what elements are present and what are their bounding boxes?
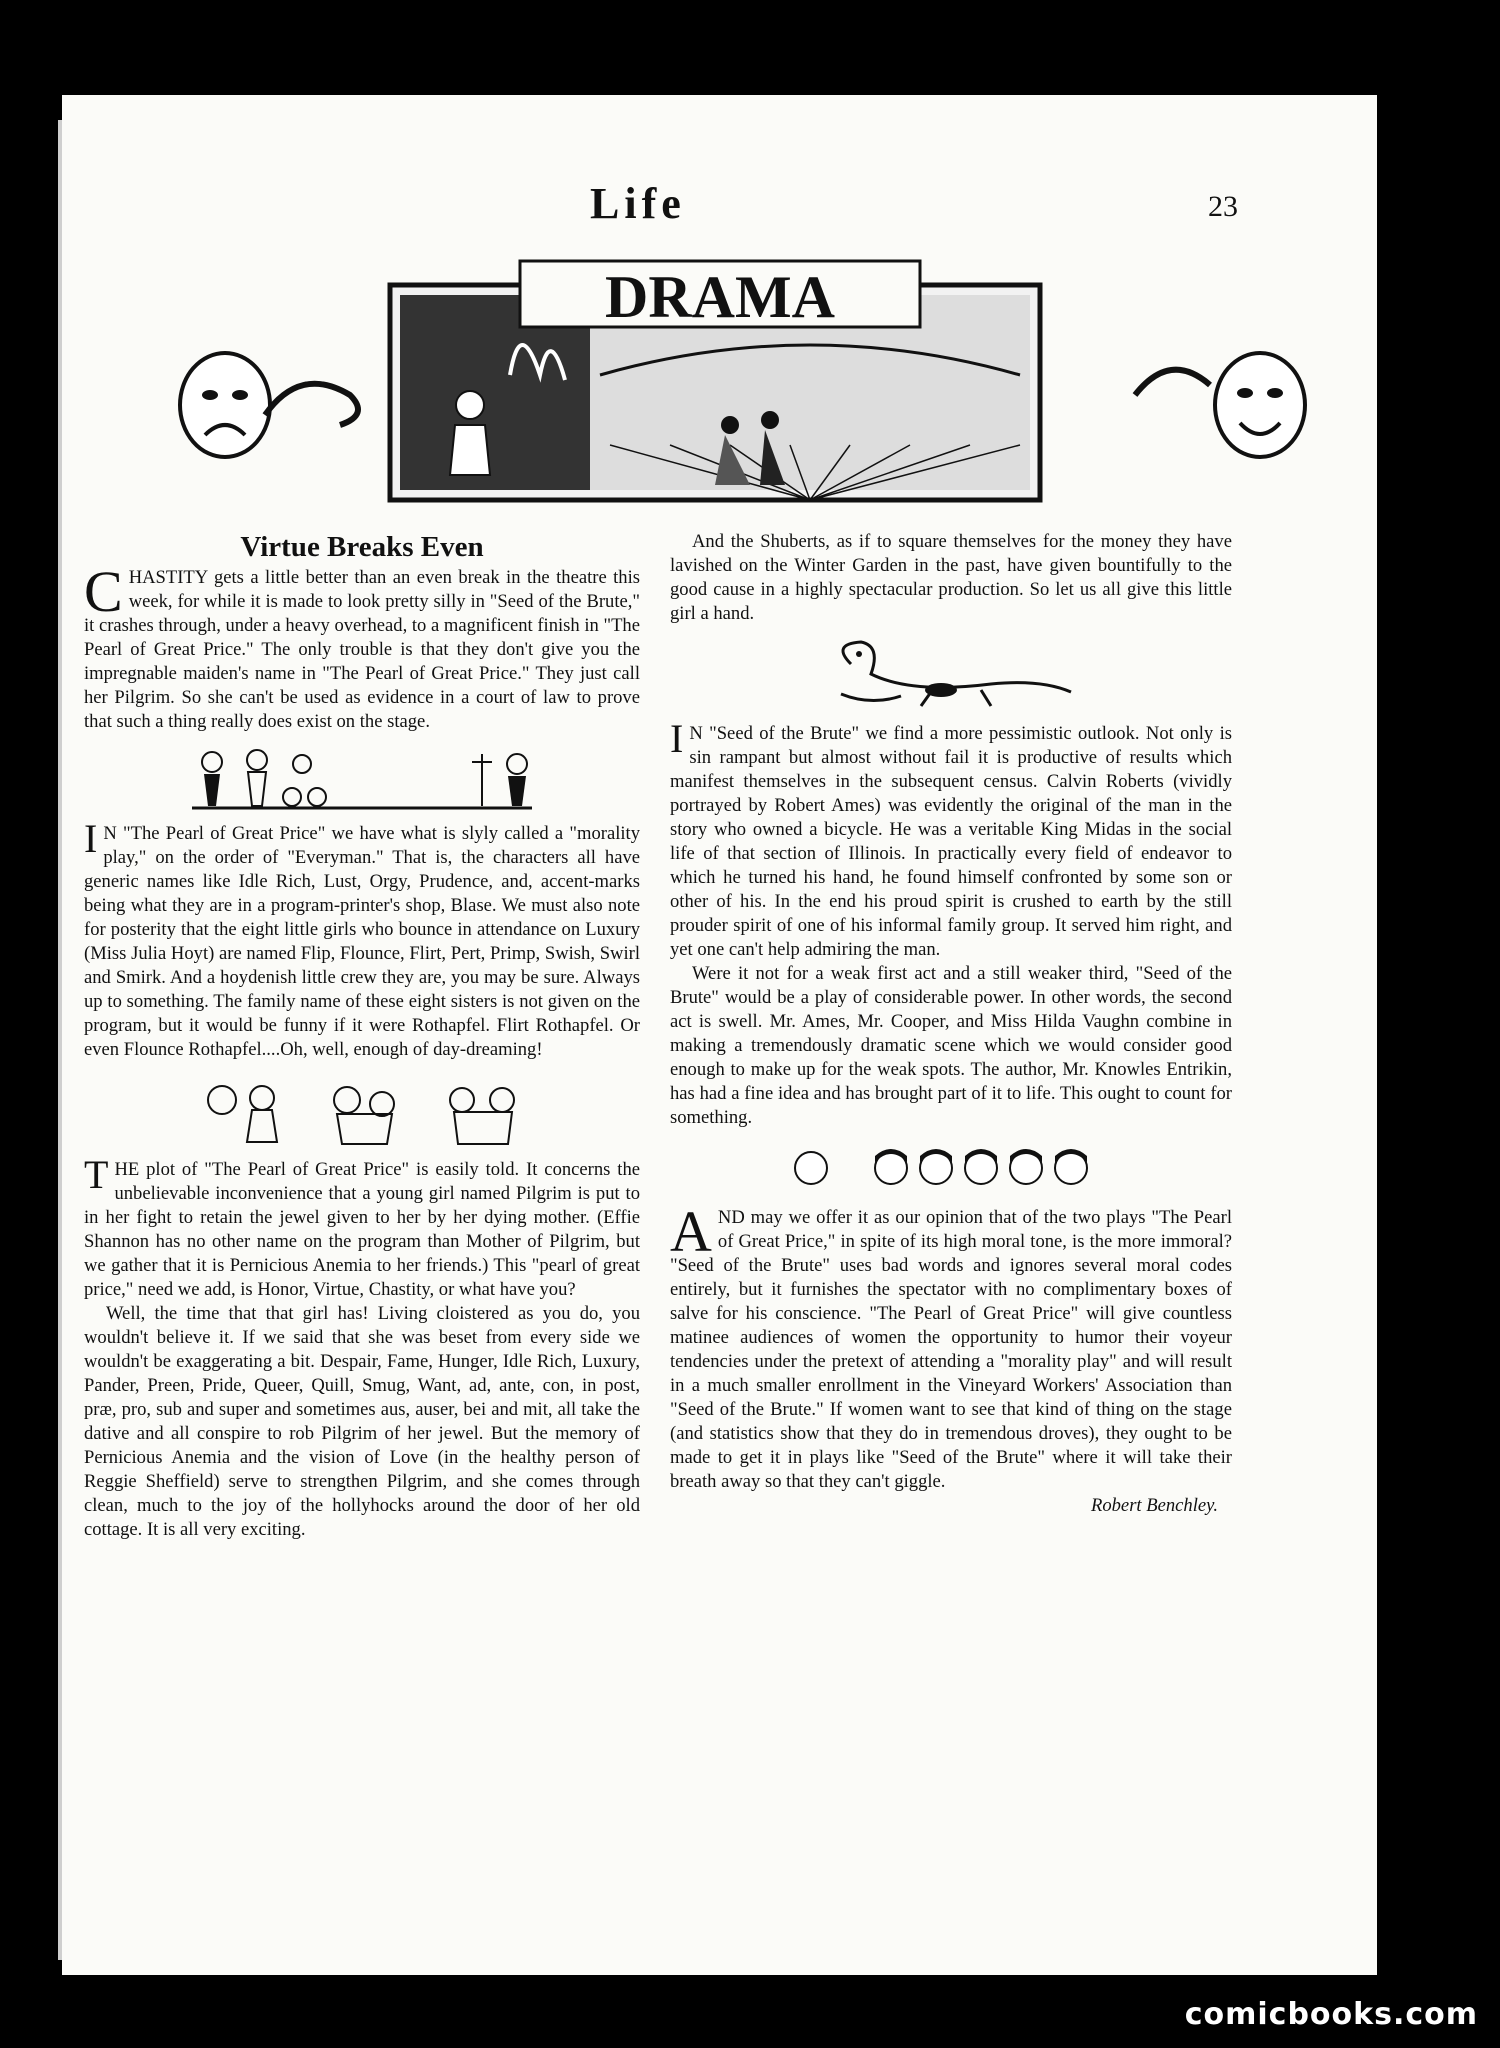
paragraph: Were it not for a weak first act and a still weaker third, "Seed of the Brute" would be a play of considerable power. In other words, the second act is swell. Mr. Ames, Mr. Cooper, and Miss Hilda Vaughn combine in making a tremendously dramatic scene which we would consider good enough to make up for the weak spots. The author, Mr. Knowles Entrikin, has had a fine idea and has brought part of it to life. This ought to count for something.	[670, 963, 1232, 1128]
drop-cap: A	[670, 1199, 712, 1264]
drop-cap: T	[84, 1152, 109, 1197]
page-edge	[58, 120, 62, 1960]
tragedy-mask-icon	[180, 353, 270, 457]
left-column	[84, 530, 640, 1542]
drop-cap: I	[670, 716, 684, 761]
paragraph: I N "The Pearl of Great Price" we have what is slyly called a "morality play," on the order of "Everyman." That is, the characters all have generic names like Idle Rich, Lust, Orgy, Prudence, and, accent-marks being what they are in a program-printer's shop, Blase. We must also note for posterity that the eight little girls who bounce in attendance on Luxury (Miss Julia Hoyt) are named Flip, Flounce, Flirt, Pert, Primp, Swish, Swirl and Smirk. And a hoydenish little crew they are, you may be sure. Always up to something. The family name of these eight sisters is not given on the program, but it would be funny if it were Rothapfel. Flirt Rothapfel. Or even Flounce Rothapfel....Oh, well, enough of day-dreaming!	[84, 816, 640, 1060]
paragraph: I N "Seed of the Brute" we find a more pessimistic outlook. Not only is sin rampant but almost without fail it is productive of results which manifest themselves in the subsequent census. Calvin Roberts (vividly portrayed by Robert Ames) was evidently the original of the man in the story who owned a bicycle. He was a veritable King Midas in the social life of that section of Illinois. In practically every field of endeavor to which he turned his hand, he found himself confronted by some son or other of his. In the end his proud spirit is crushed to earth by the still prouder spirit of one of his informal family group. It served him right, and yet one can't help admiring the man.	[670, 716, 1232, 960]
paragraph: And the Shuberts, as if to square themselves for the money they have lavished on the Winter Garden in the past, have given bountifully to the good cause in a highly spectacular production. So let us all give this little girl a hand.	[670, 531, 1232, 624]
banner-title: DRAMA	[605, 264, 835, 330]
paragraph: THE plot of "The Pearl of Great Price" is easily told. It concerns the unbelievable inconvenience that a young girl named Pilgrim is put to in her fight to retain the jewel given to her by her dying mother. (Effie Shannon has no other name on the program than Mother of Pilgrim, but we gather that it is Pernicious Anemia to her friends.) This "pearl of great price," need we add, is Honor, Virtue, Chastity, or what have you?	[84, 1152, 640, 1300]
article-title: Virtue Breaks Even	[240, 531, 484, 563]
drop-cap: I	[84, 816, 98, 861]
right-column	[670, 530, 1232, 1518]
paragraph: AND may we offer it as our opinion that of the two plays "The Pearl of Great Price," in spite of its high moral tone, is the more immoral? "Seed of the Brute" uses bad words and ignores several moral codes entirely, but it furnishes the spectator with no complimentary boxes of salve for his conscience. "The Pearl of Great Price" will give countless matinee audiences of women the opportunity to humor their voyeur tendencies under the pretext of attending a "morality play" and will result in a much smaller enrollment in the Vineyard Workers' Association than "Seed of the Brute." If women want to see that kind of thing on the stage (and statistics show that they do in tremendous droves), they ought to be made to get it in plays like "Seed of the Brute" where it will take their breath away so that they can't giggle.	[670, 1199, 1232, 1492]
paragraph: CHASTITY gets a little better than an even break in the theatre this week, for while it is made to look pretty silly in "Seed of the Brute," it crashes through, under a heavy overhead, to a magnificent finish in "The Pearl of Great Price." The only trouble is that they don't give you the impregnable maiden's name in "The Pearl of Great Price." They just call her Pilgrim. So she can't be used as evidence in a court of law to prove that such a thing really does exist on the stage.	[84, 559, 640, 732]
masthead: Life	[590, 179, 686, 228]
faces-vignette	[786, 1138, 1116, 1198]
drama-banner-illustration	[170, 255, 1320, 510]
drop-cap: C	[84, 559, 123, 624]
brute-creature-vignette	[811, 634, 1091, 714]
page-number: 23	[1208, 190, 1238, 223]
watermark: comicbooks.com	[1184, 1997, 1478, 2032]
byline: Robert Benchley.	[1090, 1495, 1218, 1516]
paragraph: Well, the time that that girl has! Living cloistered as you do, you wouldn't believe it. If we said that she was beset from every side we wouldn't be exaggerating a bit. Despair, Fame, Hunger, Idle Rich, Luxury, Pander, Preen, Pride, Queer, Quill, Smug, Want, ad, ante, con, in post, præ, pro, sub and super and sometimes aus, auser, bei and mit, all take the dative and all conspire to rob Pilgrim of her jewel. But the memory of Pernicious Anemia and the vision of Love (in the healthy person of Reggie Sheffield) serve to strengthen Pilgrim, and she comes through clean, much to the joy of the hollyhocks around the door of her old cottage. It is all very exciting.	[84, 1303, 640, 1540]
sisters-vignette	[192, 1070, 532, 1150]
characters-vignette	[182, 742, 542, 814]
comedy-mask-icon	[1215, 353, 1305, 457]
